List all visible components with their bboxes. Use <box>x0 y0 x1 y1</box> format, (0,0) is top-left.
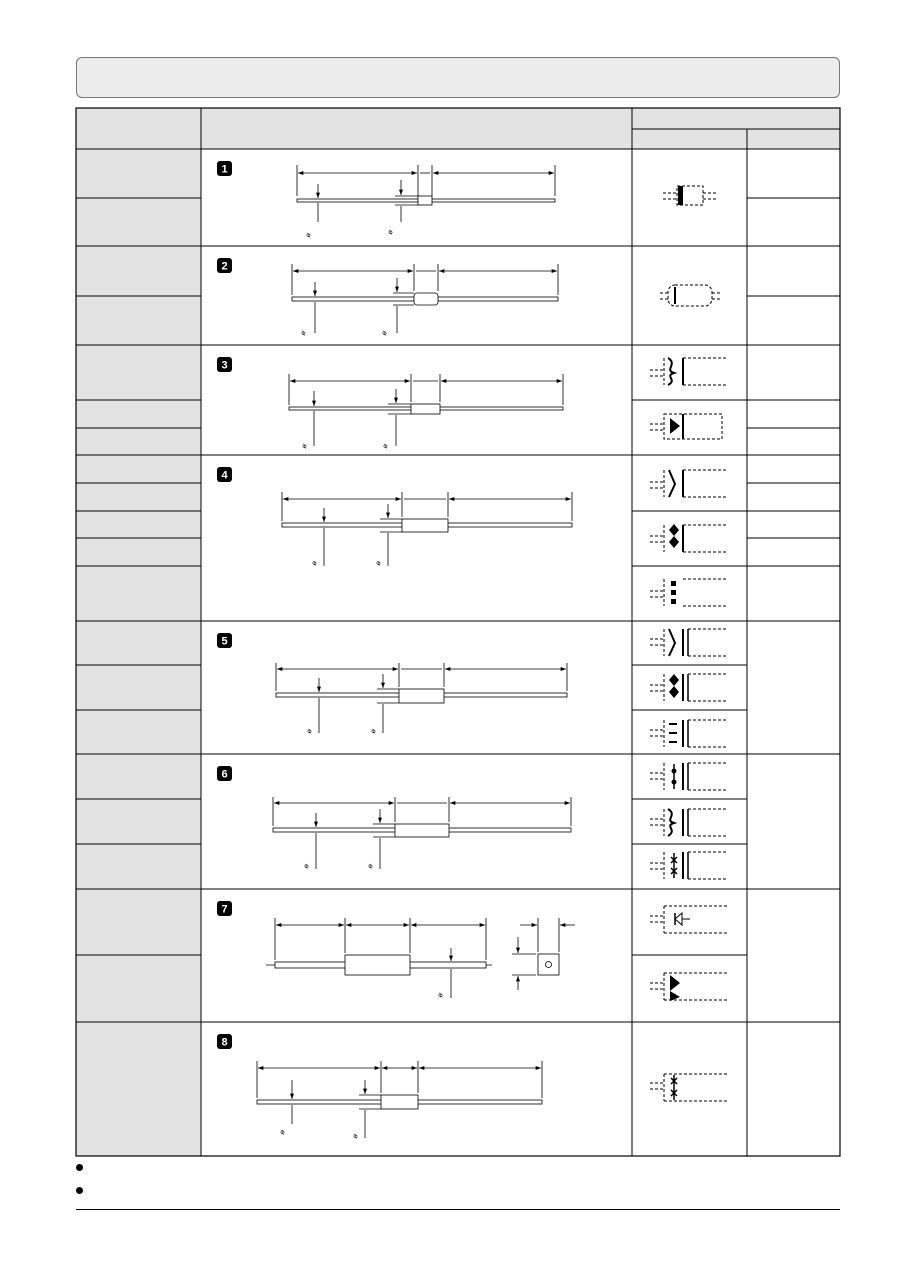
diamond-mark <box>650 524 728 552</box>
drawing-3 <box>289 374 563 450</box>
drawing-1 <box>297 165 555 239</box>
drawing-6 <box>273 797 571 870</box>
svg-text:ø: ø <box>381 442 390 450</box>
svg-text:5: 5 <box>221 635 228 648</box>
svg-text:8: 8 <box>221 1036 228 1049</box>
note-bullet-1 <box>76 1164 83 1171</box>
drawing-2 <box>292 264 558 337</box>
svg-text:ø: ø <box>436 991 445 999</box>
column-dividers <box>201 108 747 1156</box>
svg-text:4: 4 <box>221 469 228 482</box>
chevron-mark <box>650 470 728 497</box>
dot-bar-mark <box>650 763 728 790</box>
badge-4 <box>217 467 232 482</box>
badge-5 <box>217 633 232 648</box>
arrow-mark <box>650 973 728 1001</box>
cross-bar-mark <box>650 852 728 879</box>
badge-2 <box>217 258 232 273</box>
drawing-7 <box>266 918 575 999</box>
label-column-shade <box>76 149 201 1156</box>
last-column-dividers <box>747 198 840 566</box>
svg-text:7: 7 <box>221 903 228 916</box>
svg-text:ø: ø <box>300 442 309 450</box>
badges <box>217 161 232 1049</box>
wave-bar-mark <box>650 809 728 836</box>
diamond-bar-mark <box>650 674 728 701</box>
svg-text:ø: ø <box>278 1128 287 1136</box>
svg-text:ø: ø <box>304 231 313 239</box>
wave-mark <box>650 358 728 385</box>
stripe-bar-mark <box>650 720 728 747</box>
svg-text:ø: ø <box>302 862 311 870</box>
square-dot-mark <box>650 579 728 606</box>
drawing-8 <box>257 1061 542 1140</box>
svg-text:ø: ø <box>369 727 378 735</box>
badge-3 <box>217 357 232 372</box>
drawing-5 <box>276 663 567 735</box>
svg-text:ø: ø <box>299 329 308 337</box>
svg-text:ø: ø <box>380 329 389 337</box>
svg-text:ø: ø <box>366 862 375 870</box>
svg-text:ø: ø <box>351 1132 360 1140</box>
svg-text:2: 2 <box>221 260 228 273</box>
svg-text:ø: ø <box>386 228 395 236</box>
badge-6 <box>217 766 232 781</box>
badge-7 <box>217 901 232 916</box>
svg-text:1: 1 <box>221 163 228 176</box>
glass-body-mark <box>660 285 721 306</box>
svg-text:ø: ø <box>305 727 314 735</box>
note-bullet-2 <box>76 1187 83 1194</box>
badge-1 <box>217 161 232 176</box>
triangle-mark <box>650 414 722 439</box>
svg-text:3: 3 <box>221 359 228 372</box>
bottom-rule <box>76 1209 840 1210</box>
cross-mark <box>650 1074 728 1101</box>
band-mark <box>663 186 717 205</box>
badge-8 <box>217 1034 232 1049</box>
svg-text:ø: ø <box>374 559 383 567</box>
chevron-bar-mark <box>650 629 728 656</box>
diode-symbol-mark <box>650 906 728 933</box>
svg-text:ø: ø <box>310 559 319 567</box>
marking-dividers <box>632 400 747 955</box>
svg-text:6: 6 <box>221 768 228 781</box>
drawing-4 <box>282 492 572 567</box>
